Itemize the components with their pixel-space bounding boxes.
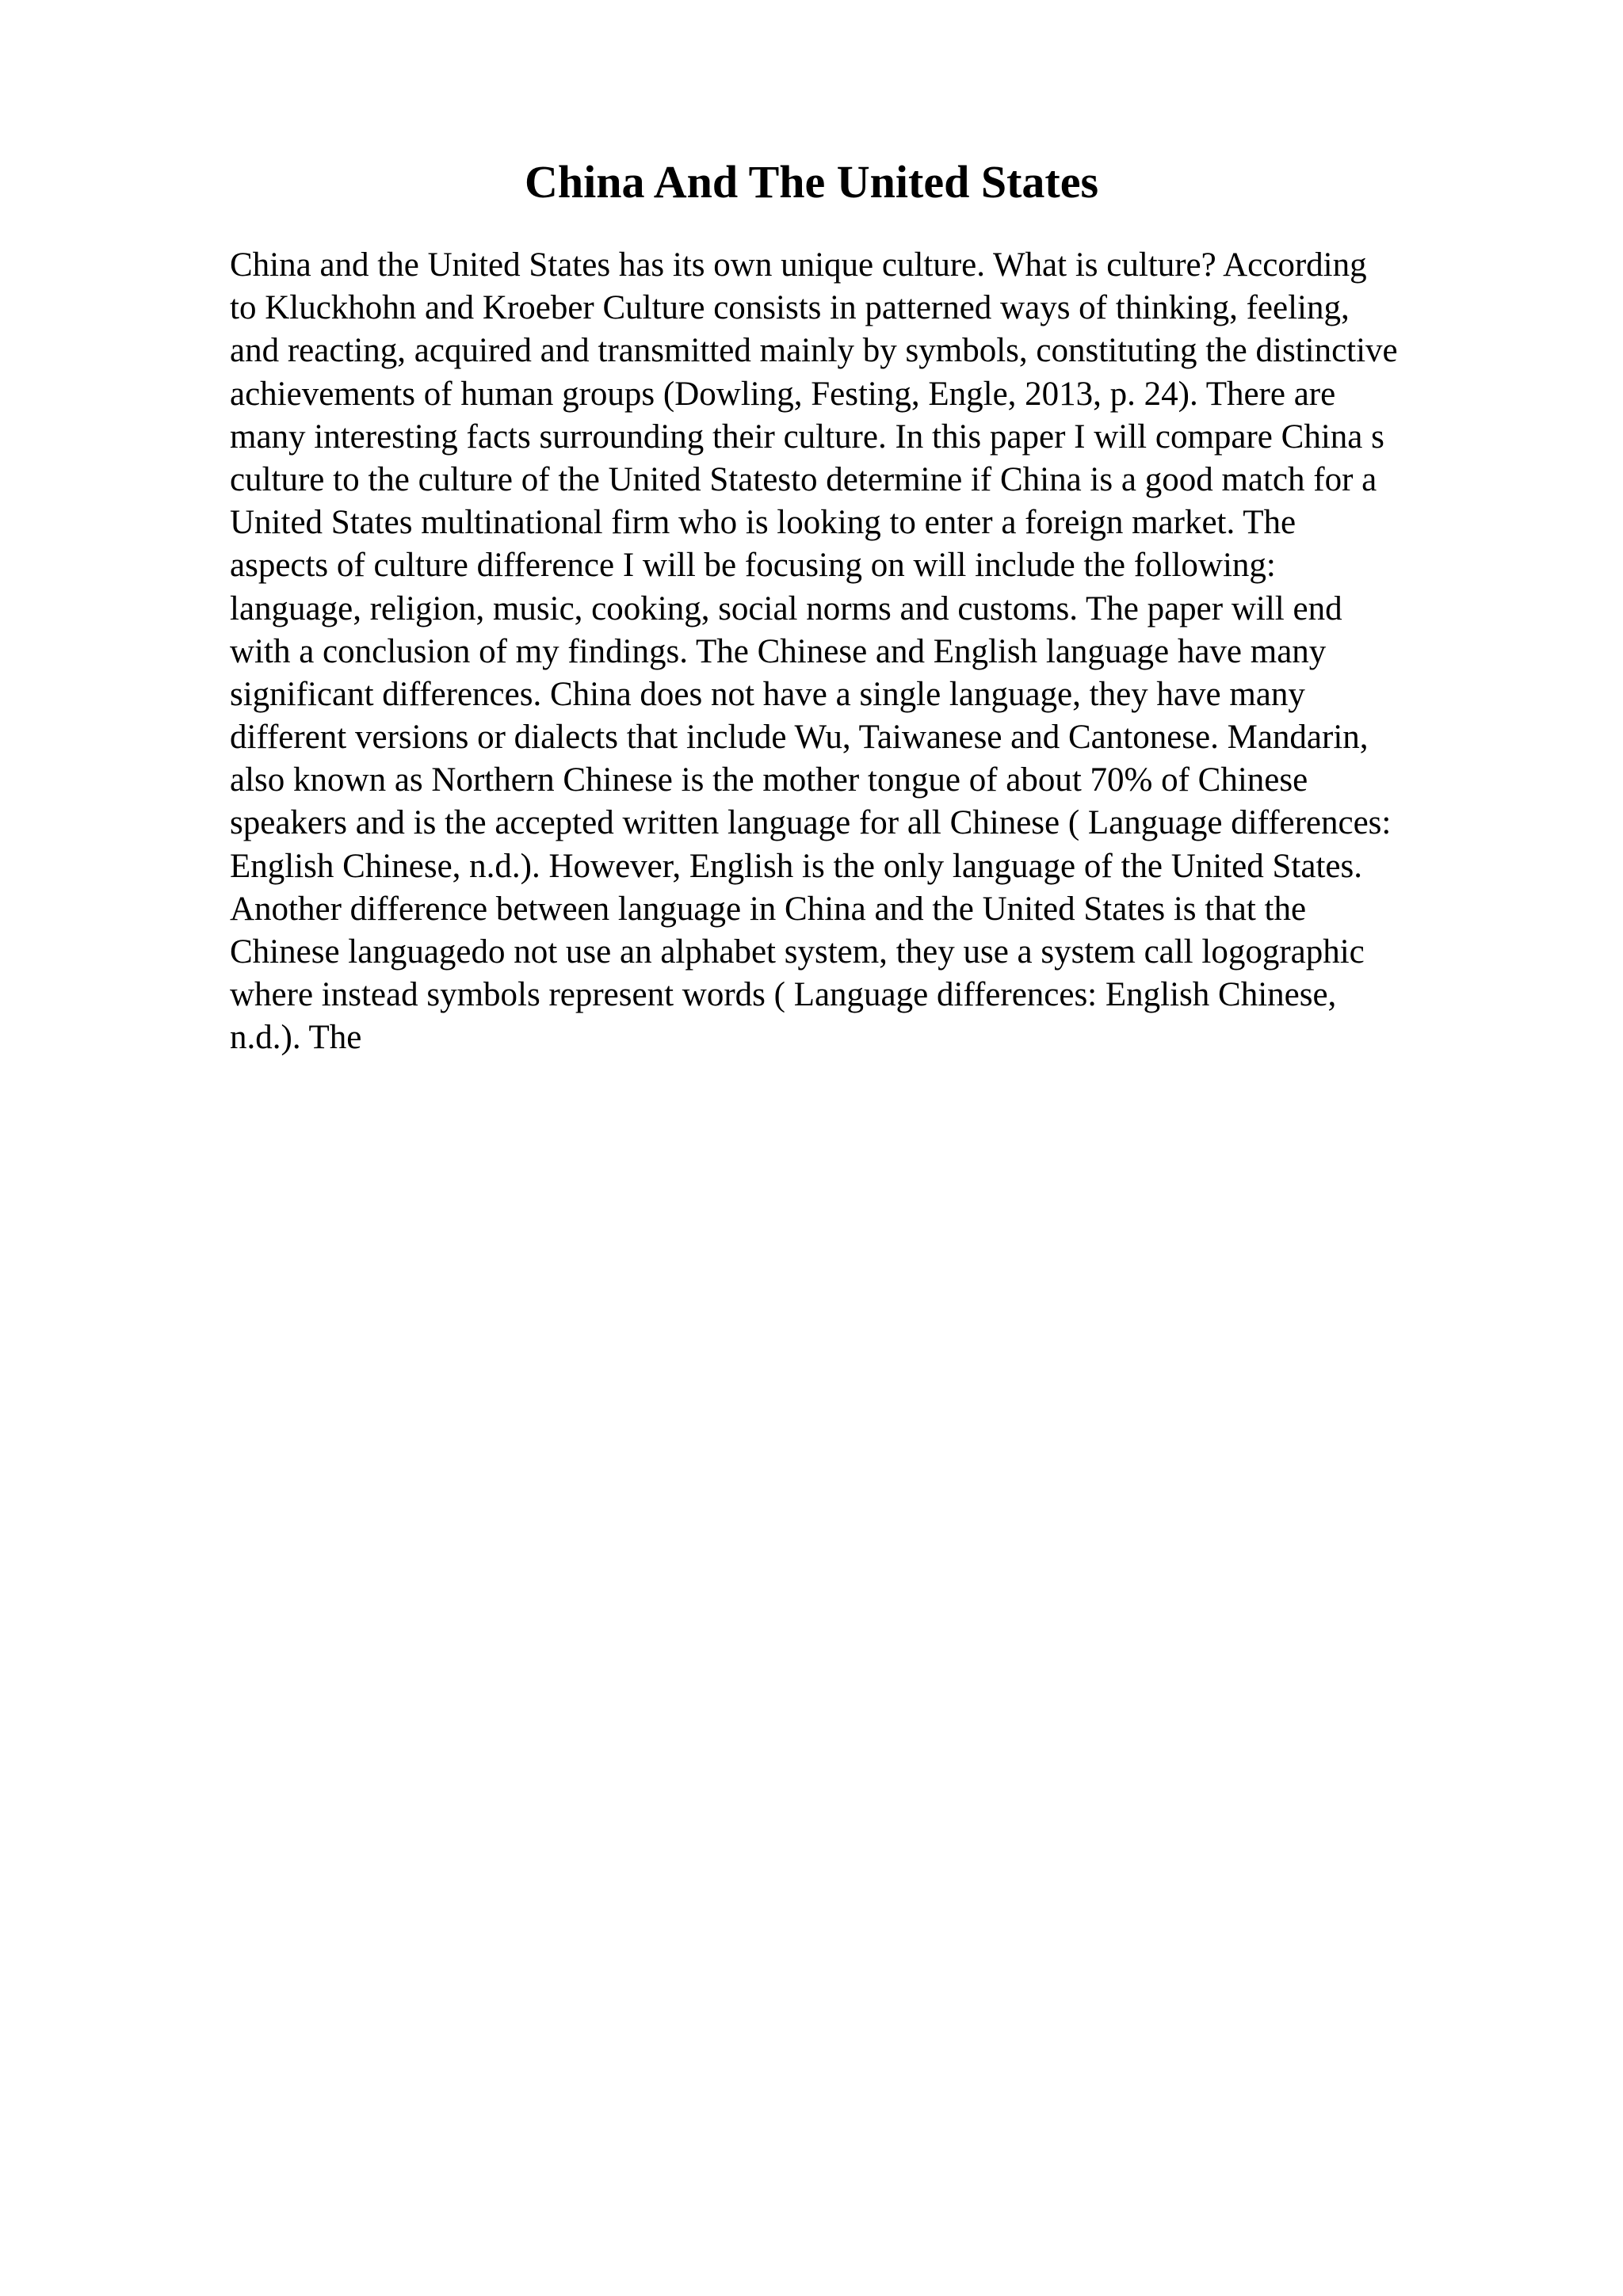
body-line: aspects of culture difference I will be focusing on will include the following: bbox=[230, 547, 1276, 585]
body-line: significant differences. China does not have a single language, they have many bbox=[230, 675, 1305, 713]
body-line: United States multinational firm who is looking to enter a foreign market. The bbox=[230, 504, 1296, 542]
body-line: where instead symbols represent words ( Language differences: English Chinese, bbox=[230, 976, 1337, 1014]
body-line: China and the United States has its own unique culture. What is culture? According bbox=[230, 246, 1367, 284]
body-line: English Chinese, n.d.). However, English is the only language of the United States. bbox=[230, 847, 1362, 885]
document-title: China And The United States bbox=[524, 156, 1099, 208]
body-line: n.d.). The bbox=[230, 1019, 362, 1057]
body-line: different versions or dialects that include Wu, Taiwanese and Cantonese. Mandarin, bbox=[230, 719, 1369, 757]
body-line: with a conclusion of my findings. The Chinese and English language have many bbox=[230, 632, 1327, 670]
body-line: Chinese languagedo not use an alphabet system, they use a system call logographic bbox=[230, 933, 1365, 971]
body-line: many interesting facts surrounding their culture. In this paper I will compare China s bbox=[230, 418, 1384, 456]
body-line: and reacting, acquired and transmitted mainly by symbols, constituting the distinctive bbox=[230, 332, 1398, 370]
body-line: language, religion, music, cooking, social norms and customs. The paper will end bbox=[230, 589, 1342, 627]
body-line: to Kluckhohn and Kroeber Culture consists in patterned ways of thinking, feeling, bbox=[230, 289, 1350, 327]
body-line: speakers and is the accepted written language for all Chinese ( Language differences: bbox=[230, 804, 1392, 842]
body-line: culture to the culture of the United Statesto determine if China is a good match for a bbox=[230, 460, 1377, 498]
body-line: Another difference between language in China and the United States is that the bbox=[230, 890, 1307, 928]
document-body bbox=[230, 244, 1529, 1060]
body-line: also known as Northern Chinese is the mother tongue of about 70% of Chinese bbox=[230, 761, 1308, 799]
body-line: achievements of human groups (Dowling, Festing, Engle, 2013, p. 24). There are bbox=[230, 375, 1336, 413]
